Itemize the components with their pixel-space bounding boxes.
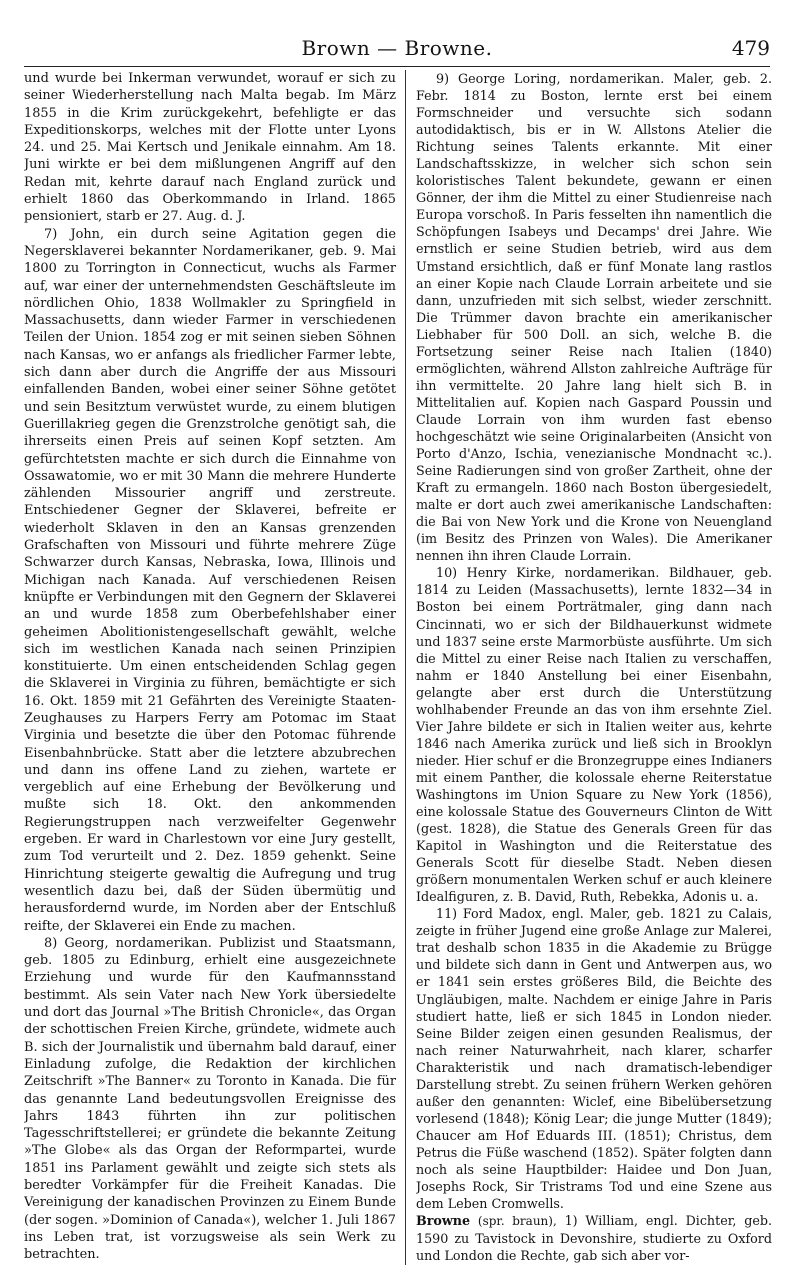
column-divider: [405, 70, 406, 1265]
entry-georg-brown: 8) Georg, nordamerikan. Publizist und Staatsmann, geb. 1805 zu Edinburg, erhielt eine ausgezeichnete Erziehung und wurde für den Kaufmannsstand bestimmt. Als sein Vater nach New York übersiedelte und dort das Journal »The British Chronicle«, das Organ der schottischen Freien Kirche, gründete, widmete auch B. sich der Journalistik und übernahm bald darauf, einer Einladung zufolge, die Redaktion der kirchlichen Zeitschrift »The Banner« zu Toronto in Kanada. Die für das genannte Land bedeutungsvollen Ereignisse des Jahrs 1843 führten ihn zur politischen Tagesschriftstellerei; er gründete die bekannte Zeitung »The Globe« als das Organ der Reformpartei, wurde 1851 ins Parlament gewählt und zeigte sich stets als beredter Vorkämpfer für die Freiheit Kanadas. Die Vereinigung der kanadischen Provinzen zu Einem Bunde (der sogen. »Dominion of Canada«), welcher 1. Juli 1867 ins Leben trat, ist vorzugsweise als sein Werk zu betrachten.: [24, 935, 396, 1263]
entry-browne-william: [416, 1212, 772, 1264]
right-column: [416, 70, 772, 1265]
page-header: [24, 36, 770, 66]
entry-george-loring-brown: 9) George Loring, nordamerikan. Maler, geb. 2. Febr. 1814 zu Boston, lernte erst bei einem Formschneider und versuchte sich sodann autodidaktisch, bis er in W. Allstons Atelier die Richtung seines Talents erkannte. Mit einer Landschaftsskizze, in welcher sich schon sein koloristisches Talent bekundete, gewann er einen Gönner, der ihm die Mittel zu einer Studienreise nach Europa vorschoß. In Paris fesselten ihn namentlich die Schöpfungen Isabeys und Decamps' drei Jahre. Wie ernstlich er seine Studien betrieb, wird aus dem Umstand ersichtlich, daß er fünf Monate lang rastlos an einer Kopie nach Claude Lorrain arbeitete und sie dann, unzufrieden mit sich selbst, wieder zerschnitt. Die Trümmer davon brachte ein amerikanischer Liebhaber für 500 Doll. an sich, welche B. die Fortsetzung seiner Reise nach Italien (1840) ermöglichten, während Allston zahlreiche Aufträge für ihn vermittelte. 20 Jahre lang hielt sich B. in Mittelitalien auf. Kopien nach Gaspard Poussin und Claude Lorrain von ihm wurden fast ebenso hochgeschätzt wie seine Originalarbeiten (Ansicht von Porto d'Anzo, Ischia, venezianische Mondnacht ꝛc.). Seine Radierungen sind von großer Zartheit, ohne der Kraft zu ermangeln. 1860 nach Boston übergesiedelt, malte er dort auch zwei amerikanische Landschaften: die Bai von New York und die Krone von Neuengland (im Besitz des Prinzen von Wales). Die Amerikaner nennen ihn ihren Claude Lorrain.: [416, 71, 772, 564]
running-title: Brown — Browne.: [301, 36, 493, 60]
pronunciation-note: (spr. braun),: [477, 1214, 557, 1229]
header-rule: [24, 66, 770, 67]
entry-text: 1) William, engl. Dichter, geb. 1590 zu Tavistock in Devonshire, studierte zu Oxford und London die Rechte, gab sich aber vor-: [416, 1213, 772, 1264]
entry-henry-kirke-brown: 10) Henry Kirke, nordamerikan. Bildhauer, geb. 1814 zu Leiden (Massachusetts), lernte 1832—34 in Boston bei einem Porträtmaler, ging dann nach Cincinnati, wo er sich der Bildhauerkunst widmete und 1837 seine erste Marmorbüste ausführte. Um sich die Mittel zu einer Reise nach Italien zu verschaffen, nahm er 1840 Anstellung bei einer Eisenbahn, gelangte aber erst durch die Unterstützung wohlhabender Freunde an das von ihm ersehnte Ziel. Vier Jahre bildete er sich in Italien weiter aus, kehrte 1846 nach Amerika zurück und ließ sich in Brooklyn nieder. Hier schuf er die Bronzegruppe eines Indianers mit einem Panther, die kolossale eherne Reiterstatue Washingtons im Union Square zu New York (1856), eine kolossale Statue des Gouverneurs Clinton de Witt (gest. 1828), die Statue des Generals Green für das Kapitol in Washington und die Reiterstatue des Generals Scott für dieselbe Stadt. Neben diesen größern monumentalen Werken schuf er auch kleinere Idealfiguren, z. B. David, Ruth, Rebekka, Adonis u. a.: [416, 565, 772, 905]
headword-browne: Browne: [416, 1213, 471, 1229]
left-column: [24, 70, 396, 1265]
entry-continuation: und wurde bei Inkerman verwundet, worauf er sich zu seiner Wiederherstellung nach Malta begab. Im März 1855 in die Krim zurückgekehrt, befehligte er das Expeditionskorps, welches mit der Flotte unter Lyons 24. und 25. Mai Kertsch und Jenikale einnahm. Am 18. Juni wirkte er bei dem mißlungenen Angriff auf den Redan mit, kehrte darauf nach England zurück und erhielt 1860 das Oberkommando in Irland. 1865 pensioniert, starb er 27. Aug. d. J.: [24, 71, 396, 225]
entry-john-brown: 7) John, ein durch seine Agitation gegen die Negersklaverei bekannter Nordamerikaner, geb. 9. Mai 1800 zu Torrington in Connecticut, wuchs als Farmer auf, war einer der unternehmendsten Geschäftsleute im nördlichen Ohio, 1838 Wollmakler zu Springfield in Massachusetts, dann wieder Farmer in verschiedenen Teilen der Union. 1854 zog er mit seinen sieben Söhnen nach Kansas, wo er anfangs als friedlicher Farmer lebte, sich dann aber durch die Angriffe der aus Missouri einfallenden Banden, wobei einer seiner Söhne getötet und sein Besitztum verwüstet wurde, zu einem blutigen Guerillakrieg gegen die Grenzstrolche genötigt sah, die ihrerseits einen Preis auf seinen Kopf setzten. Am gefürchtetsten machte er sich durch die Einnahme von Ossawatomie, wo er mit 30 Mann die mehrere Hunderte zählenden Missourier angriff und zerstreute. Entschiedener Gegner der Sklaverei, befreite er wiederholt Sklaven in den an Kansas grenzenden Grafschaften von Missouri und führte mehrere Züge Schwarzer durch Kansas, Nebraska, Iowa, Illinois und Michigan nach Kanada. Auf verschiedenen Reisen knüpfte er Verbindungen mit den Gegnern der Sklaverei an und wurde 1858 zum Oberbefehlshaber einer geheimen Abolitionistengesellschaft gewählt, welche sich im westlichen Kanada nach seinen Prinzipien konstituierte. Um einen entscheidenden Schlag gegen die Sklaverei in Virginia zu führen, bemächtigte er sich 16. Okt. 1859 mit 21 Gefährten des Vereinigte Staaten-Zeughauses zu Harpers Ferry am Potomac im Staat Virginia und besetzte die über den Potomac führende Eisenbahnbrücke. Statt aber die letztere abzubrechen und dann ins offene Land zu ziehen, wartete er vergeblich auf eine Erhebung der Bevölkerung und mußte sich 18. Okt. den ankommenden Regierungstruppen nach verzweifelter Gegenwehr ergeben. Er ward in Charlestown vor eine Jury gestellt, zum Tod verurteilt und 2. Dez. 1859 gehenkt. Seine Hinrichtung steigerte gewaltig die Aufregung und trug wesentlich dazu bei, daß der Süden übermütig und herausfordernd wurde, im Norden aber der Entschluß reifte, der Sklaverei ein Ende zu machen.: [24, 226, 396, 934]
page-number: 479: [731, 36, 770, 60]
entry-ford-madox-brown: 11) Ford Madox, engl. Maler, geb. 1821 zu Calais, zeigte in früher Jugend eine große Anlage zur Malerei, trat deshalb schon 1835 in die Akademie zu Brügge und bildete sich dann in Gent und Antwerpen aus, wo er 1841 sein erstes größeres Bild, die Beichte des Ungläubigen, malte. Nachdem er einige Jahre in Paris studiert hatte, ließ er sich 1845 in London nieder. Seine Bilder zeigen einen gesunden Realismus, der nach reiner Naturwahrheit, nach klarer, scharfer Charakteristik und nach dramatisch-lebendiger Darstellung strebt. Zu seinen frühern Werken gehören außer den genannten: Wiclef, eine Bibelübersetzung vorlesend (1848); König Lear; die junge Mutter (1849); Chaucer am Hof Eduards III. (1851); Christus, dem Petrus die Füße waschend (1852). Später folgten dann noch als seine Hauptbilder: Haidee und Don Juan, Josephs Rock, Sir Tristrams Tod und eine Szene aus dem Leben Cromwells.: [416, 906, 772, 1212]
